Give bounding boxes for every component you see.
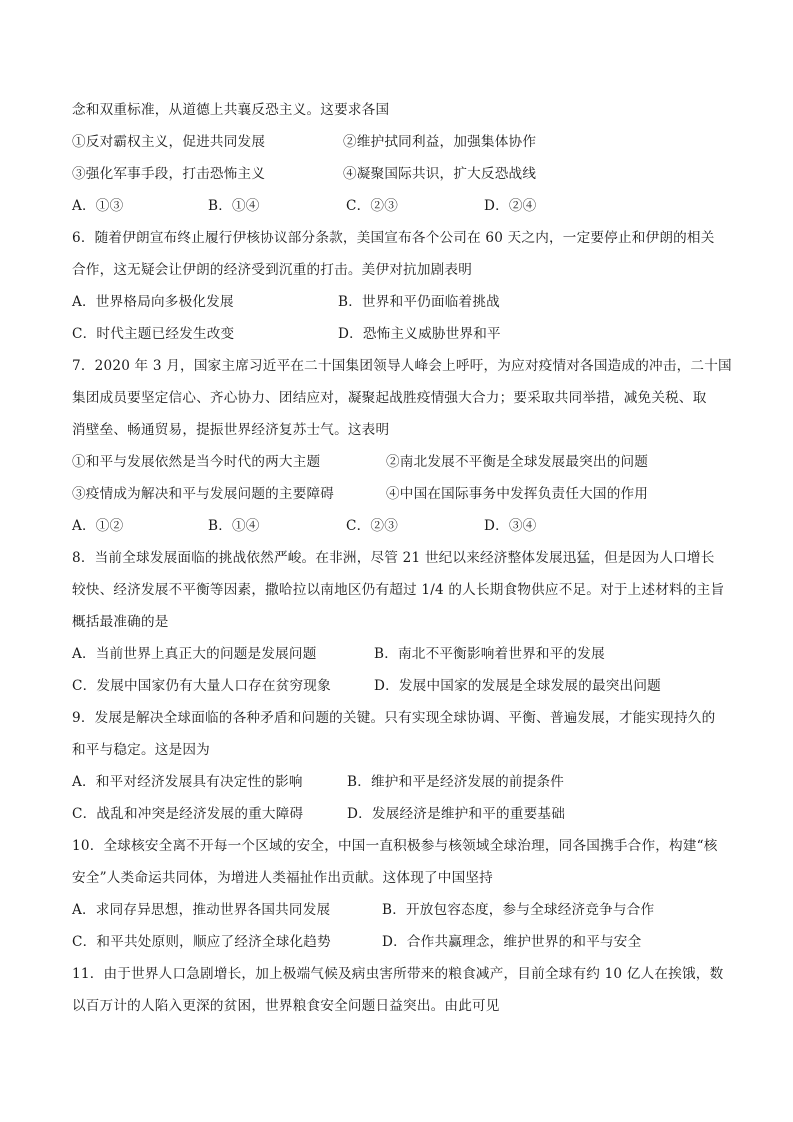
q5-choice-a: A．①③ <box>72 198 124 214</box>
q8-stem-line-3: 概括最准确的是 <box>72 614 169 630</box>
q7-choice-d: D．③④ <box>484 518 537 534</box>
q10-choice-b: B．开放包容态度，参与全球经济竞争与合作 <box>382 902 655 918</box>
q8-stem-line-1: 8．当前全球发展面临的挑战依然严峻。在非洲，尽管 21 世纪以来经济整体发展迅猛，但是因为人口增长 <box>72 550 715 566</box>
q5-choice-d: D．②④ <box>484 198 537 214</box>
q6-stem-line-1: 6．随着伊朗宣布终止履行伊核协议部分条款，美国宣布各个公司在 60 天之内，一定要停止和伊朗的相关 <box>72 230 715 246</box>
q9-choice-b: B．维护和平是经济发展的前提条件 <box>347 774 565 790</box>
q8-choice-b: B．南北不平衡影响着世界和平的发展 <box>374 646 605 662</box>
q5-item-4: ④凝聚国际共识，扩大反恐战线 <box>343 166 537 182</box>
q5-choice-c: C．②③ <box>346 198 398 214</box>
q7-choice-b: B．①④ <box>208 518 260 534</box>
q5-choice-b: B．①④ <box>208 198 260 214</box>
q6-choice-a: A．世界格局向多极化发展 <box>72 294 234 310</box>
q10-choice-a: A．求同存异思想，推动世界各国共同发展 <box>72 902 331 918</box>
q10-stem-line-2: 安全”人类命运共同体，为增进人类福扯作出贡献。这体现了中国坚持 <box>72 870 493 886</box>
q7-item-4: ④中国在国际事务中发挥负责任大国的作用 <box>386 486 649 502</box>
q10-stem-line-1: 10．全球核安全离不开每一个区域的安全，中国一直积极参与核领域全球治理，同各国携手合作，构建“核 <box>72 838 718 854</box>
q9-choice-c: C．战乱和冲突是经济发展的重大障碍 <box>72 806 304 822</box>
q9-stem-line-2: 和平与稳定。这是因为 <box>72 742 210 758</box>
q8-stem-line-2: 较快、经济发展不平衡等因素，撒哈拉以南地区仍有超过 1/4 的人长期食物供应不足。对于上述材料的主旨 <box>72 582 725 598</box>
q5-item-3: ③强化军事手段，打击恐怖主义 <box>72 166 266 182</box>
q10-choice-c: C．和平共处原则，顺应了经济全球化趋势 <box>72 934 331 950</box>
q10-choice-d: D．合作共赢理念，维护世界的和平与安全 <box>382 934 642 950</box>
q7-item-1: ①和平与发展依然是当今时代的两大主题 <box>72 454 321 470</box>
q11-stem-line-2: 以百万计的人陷入更深的贫困，世界粮食安全问题日益突出。由此可见 <box>72 998 500 1014</box>
q11-stem-line-1: 11．由于世界人口急剧增长，加上极端气候及病虫害所带来的粮食减产，目前全球有约 10 亿人在挨饿，数 <box>72 966 724 982</box>
q6-choice-c: C．时代主题已经发生改变 <box>72 326 235 342</box>
q6-stem-line-2: 合作，这无疑会让伊朗的经济受到沉重的打击。美伊对抗加剧表明 <box>72 262 473 278</box>
q6-choice-b: B．世界和平仍面临着挑战 <box>338 294 500 310</box>
q9-choice-a: A．和平对经济发展具有决定性的影响 <box>72 774 303 790</box>
q5-item-2: ②维护拭同利益，加强集体协作 <box>343 134 537 150</box>
q8-choice-d: D．发展中国家的发展是全球发展的最突出问题 <box>374 678 661 694</box>
q7-choice-c: C．②③ <box>346 518 398 534</box>
q5-stem-tail: 念和双重标准，从道德上共襄反恐主义。这要求各国 <box>72 102 390 118</box>
q5-item-1: ①反对霸权主义，促进共同发展 <box>72 134 266 150</box>
q8-choice-c: C．发展中国家仍有大量人口存在贫穷现象 <box>72 678 331 694</box>
q9-stem-line-1: 9．发展是解决全球面临的各种矛盾和问题的关键。只有实现全球协调、平衡、普遍发展，才能实现持久的 <box>72 710 716 726</box>
q7-stem-line-1: 7．2020 年 3 月，国家主席习近平在二十国集团领导人峰会上呼吁，为应对疫情对各国造成的冲击，二十国 <box>72 358 732 374</box>
q7-stem-line-2: 集团成员要坚定信心、齐心协力、团结应对，凝聚起战胜疫情强大合力；要采取共同举措，减免关税、取 <box>72 390 707 406</box>
q9-choice-d: D．发展经济是维护和平的重要基础 <box>347 806 566 822</box>
q7-stem-line-3: 消壁垒、畅通贸易，提振世界经济复苏士气。这表明 <box>72 422 390 438</box>
q7-item-3: ③疫情成为解决和平与发展问题的主要障碍 <box>72 486 335 502</box>
q8-choice-a: A．当前世界上真正大的问题是发展问题 <box>72 646 317 662</box>
q7-choice-a: A．①② <box>72 518 124 534</box>
q7-item-2: ②南北发展不平衡是全球发展最突出的问题 <box>386 454 649 470</box>
q6-choice-d: D．恐怖主义威胁世界和平 <box>338 326 501 342</box>
